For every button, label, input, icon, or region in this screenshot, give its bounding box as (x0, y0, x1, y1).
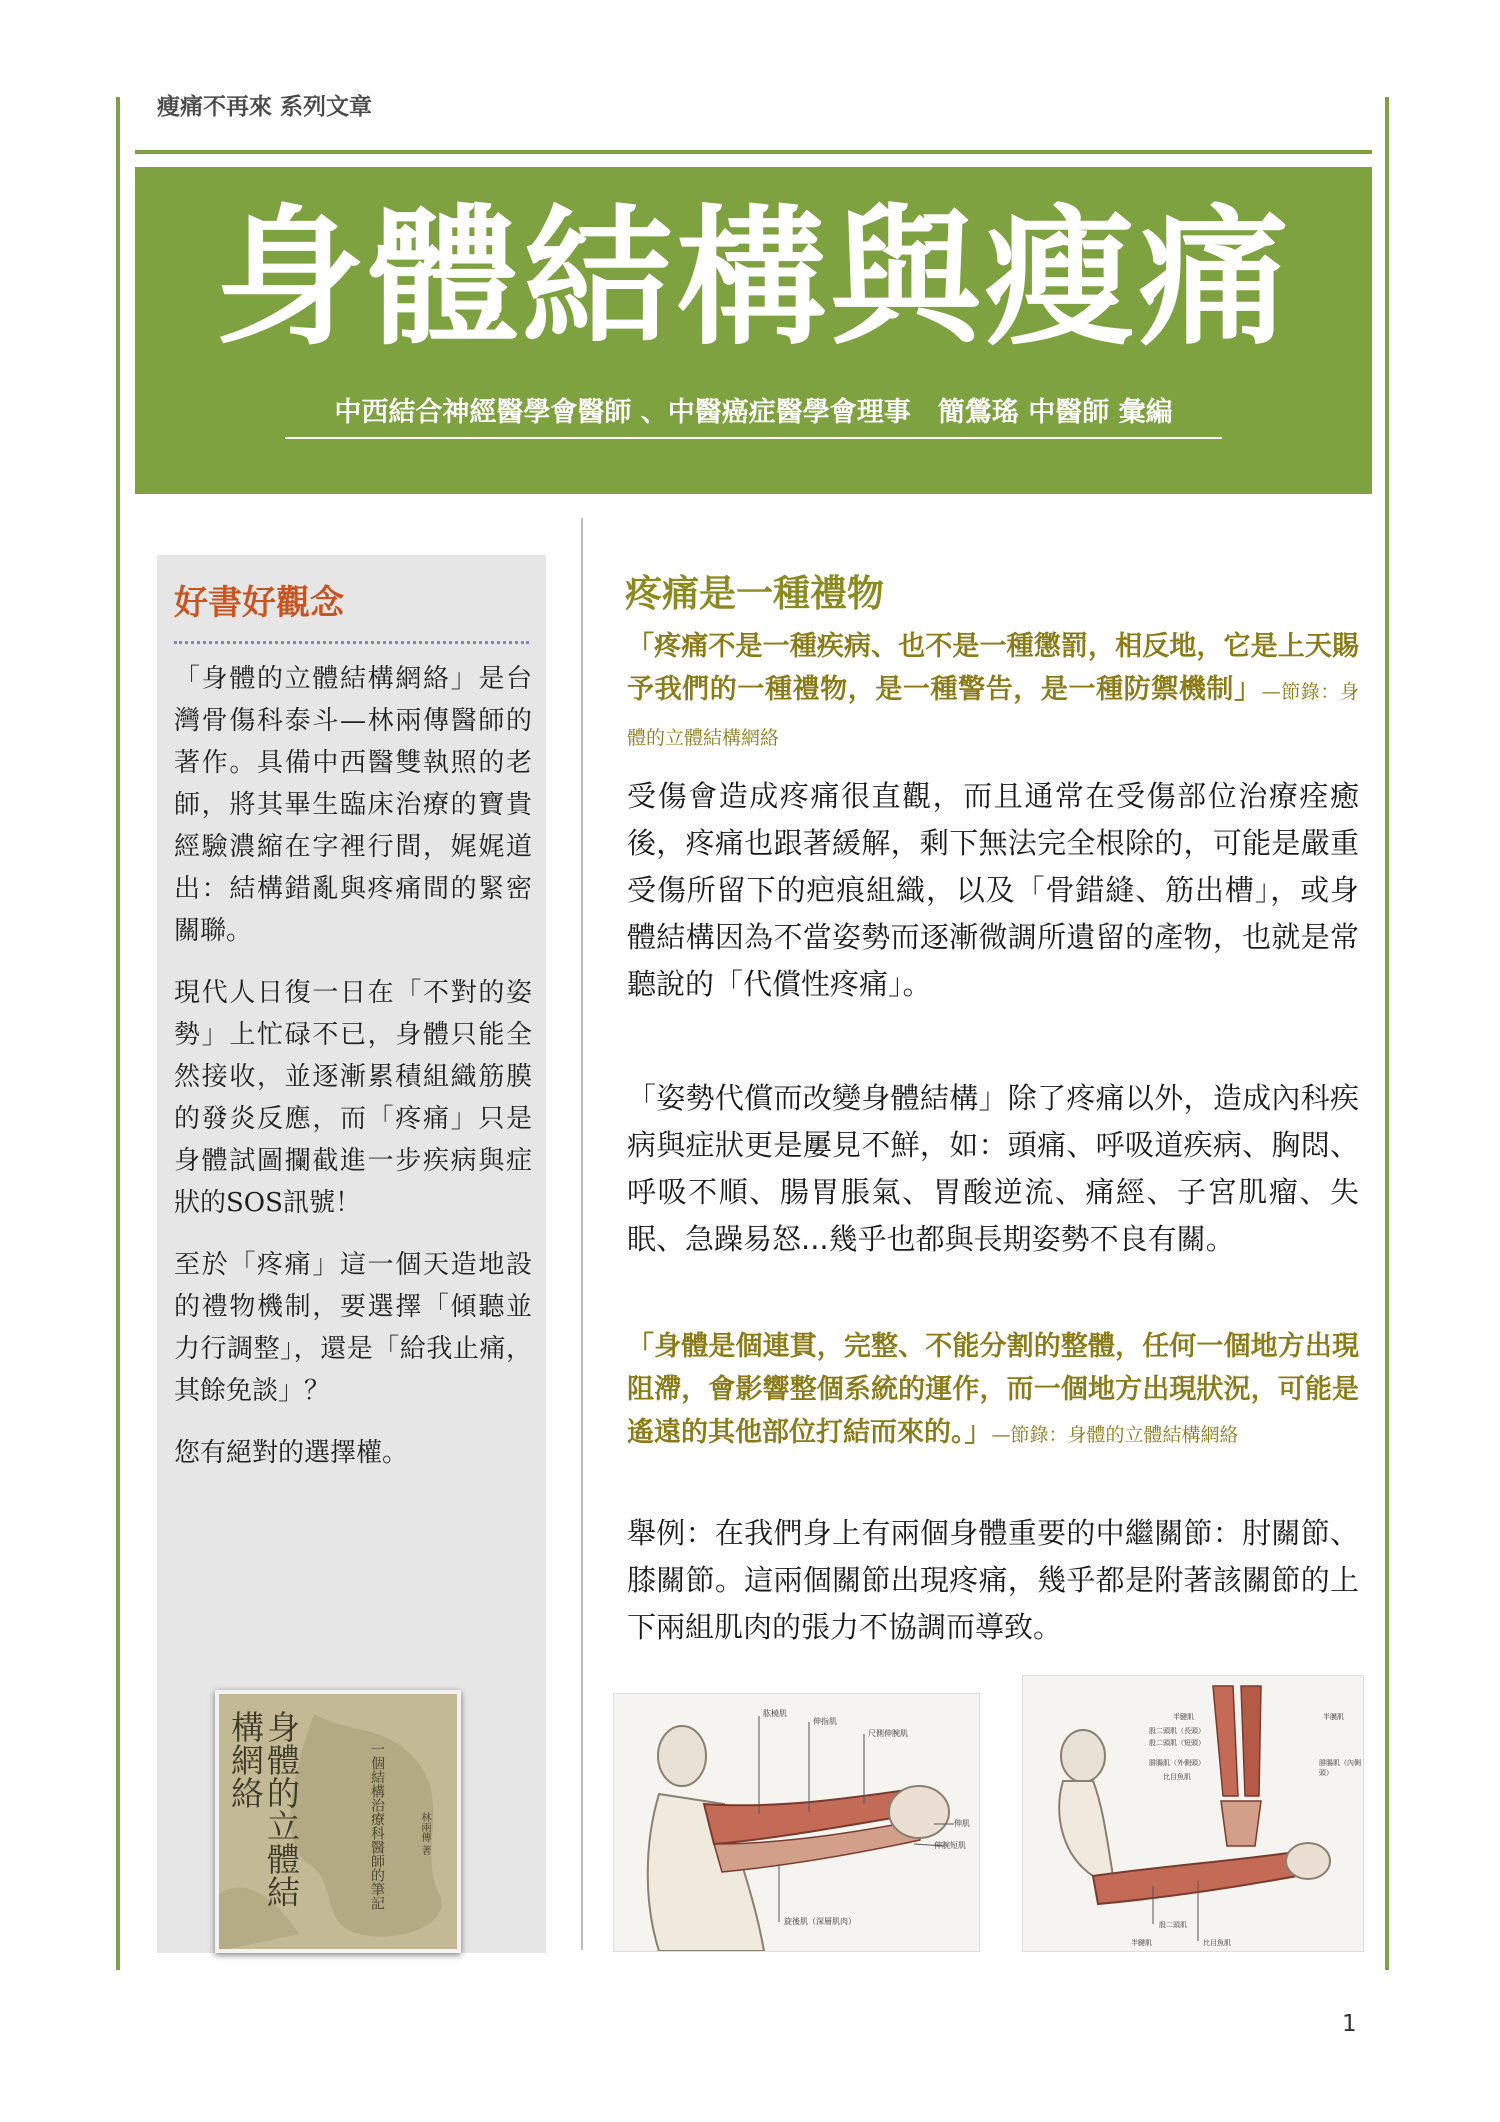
forearm-muscle-art (614, 1694, 979, 1951)
leg-label: 股二頭肌（短頭） (1149, 1739, 1205, 1747)
quote-2-text: 「身體是個連貫，完整、不能分割的整體，任何一個地方出現阻滯，會影響整個系統的運作，而一個地方出現狀況，可能是遙遠的其他部位打結而來的。」 (627, 1331, 1359, 1448)
forearm-muscle-illustration (613, 1693, 980, 1952)
quote-1 (627, 625, 1359, 760)
arm-label: 尺側伸腕肌 (868, 1729, 908, 1738)
page-number: 1 (1342, 2011, 1357, 2037)
title-banner (135, 167, 1372, 494)
column-divider (581, 518, 583, 1950)
byline: 中西結合神經醫學會醫師 、中醫癌症醫學會理事 簡鶯瑤 中醫師 彙編 (285, 390, 1222, 439)
book-author: 林兩傳 著 (419, 1812, 430, 1856)
arm-label: 伸肌 (954, 1819, 970, 1828)
sidebar-text (174, 658, 532, 1494)
leg-label: 比目魚肌 (1163, 1773, 1191, 1781)
leg-label: 股二頭肌（長頭） (1149, 1727, 1205, 1735)
sidebar-paragraph: 至於「疼痛」這一個天造地設的禮物機制，要選擇「傾聽並力行調整」，還是「給我止痛，其餘免談」？ (174, 1250, 532, 1406)
dotted-divider (174, 641, 529, 644)
book-cover (215, 1690, 461, 1953)
paragraph-3: 舉例：在我們身上有兩個身體重要的中繼關節：肘關節、膝關節。這兩個關節出現疼痛，幾乎都是附著該關節的上下兩組肌肉的張力不協調而導致。 (627, 1516, 1359, 1644)
arm-label: 肱橈肌 (763, 1709, 787, 1718)
sidebar-paragraph: 現代人日復一日在「不對的姿勢」上忙碌不已，身體只能全然接收，並逐漸累積組織筋膜的發炎反應，而「疼痛」只是身體試圖攔截進一步疾病與症狀的SOS訊號！ (174, 978, 532, 1218)
left-rule (116, 237, 120, 1970)
leg-label: 比目魚肌 (1203, 1939, 1231, 1947)
arm-label: 旋後肌（深層肌肉） (784, 1917, 856, 1926)
paragraph-1: 受傷會造成疼痛很直觀，而且通常在受傷部位治療痊癒後，疼痛也跟著緩解，剩下無法完全根除的，可能是嚴重受傷所留下的疤痕組織，以及「骨錯縫、筋出槽」，或身體結構因為不當姿勢而逐漸微調所遺留的產物，也就是常聽說的「代償性疼痛」。 (627, 779, 1359, 1001)
quote-2-source: —節錄：身體的立體結構網絡 (991, 1424, 1239, 1446)
quote-2 (627, 1325, 1359, 1457)
left-rule-top (116, 97, 120, 237)
book-title: 身體的立體結構網絡 (226, 1710, 301, 1908)
leg-label: 半腱肌 (1173, 1713, 1194, 1721)
leg-label: 腓腸肌（外側頭） (1149, 1759, 1205, 1767)
top-rule (135, 150, 1372, 154)
right-rule-top (1385, 97, 1389, 237)
series-label: 瘦痛不再來 系列文章 (157, 94, 373, 120)
leg-label: 腓腸肌（內側頭） (1319, 1759, 1361, 1777)
quote-1-text: 「疼痛不是一種疾病、也不是一種懲罰，相反地，它是上天賜予我們的一種禮物，是一種警告，是一種防禦機制」 (627, 631, 1359, 705)
article-heading: 疼痛是一種禮物 (625, 572, 884, 615)
sidebar-paragraph: 「身體的立體結構網絡」是台灣骨傷科泰斗—林兩傳醫師的著作。具備中西醫雙執照的老師，將其畢生臨床治療的寶貴經驗濃縮在字裡行間，娓娓道出：結構錯亂與疼痛間的緊密關聯。 (174, 664, 532, 946)
paragraph-2: 「姿勢代償而改變身體結構」除了疼痛以外，造成內科疾病與症狀更是屢見不鮮，如：頭痛、呼吸道疾病、胸悶、呼吸不順、腸胃脹氣、胃酸逆流、痛經、子宮肌瘤、失眠、急躁易怒...幾乎也都與長期姿勢不良有關。 (627, 1081, 1359, 1256)
leg-label: 半腱肌 (1131, 1939, 1152, 1947)
leg-label: 半膜肌 (1323, 1713, 1344, 1721)
page-title: 身體結構與瘦痛 (214, 192, 1293, 366)
sidebar-heading: 好書好觀念 (174, 583, 344, 623)
leg-muscle-illustration (1022, 1675, 1364, 1952)
arm-label: 伸腕短肌 (934, 1841, 966, 1850)
book-subtitle: 一個結構治療科醫師的筆記 (369, 1742, 385, 1910)
right-rule (1385, 237, 1389, 1970)
quote-1-source: —節錄：身體的立體結構網絡 (627, 681, 1359, 749)
arm-label: 伸指肌 (813, 1717, 837, 1726)
leg-label: 股二頭肌 (1159, 1921, 1187, 1929)
sidebar-paragraph: 您有絕對的選擇權。 (174, 1438, 409, 1468)
